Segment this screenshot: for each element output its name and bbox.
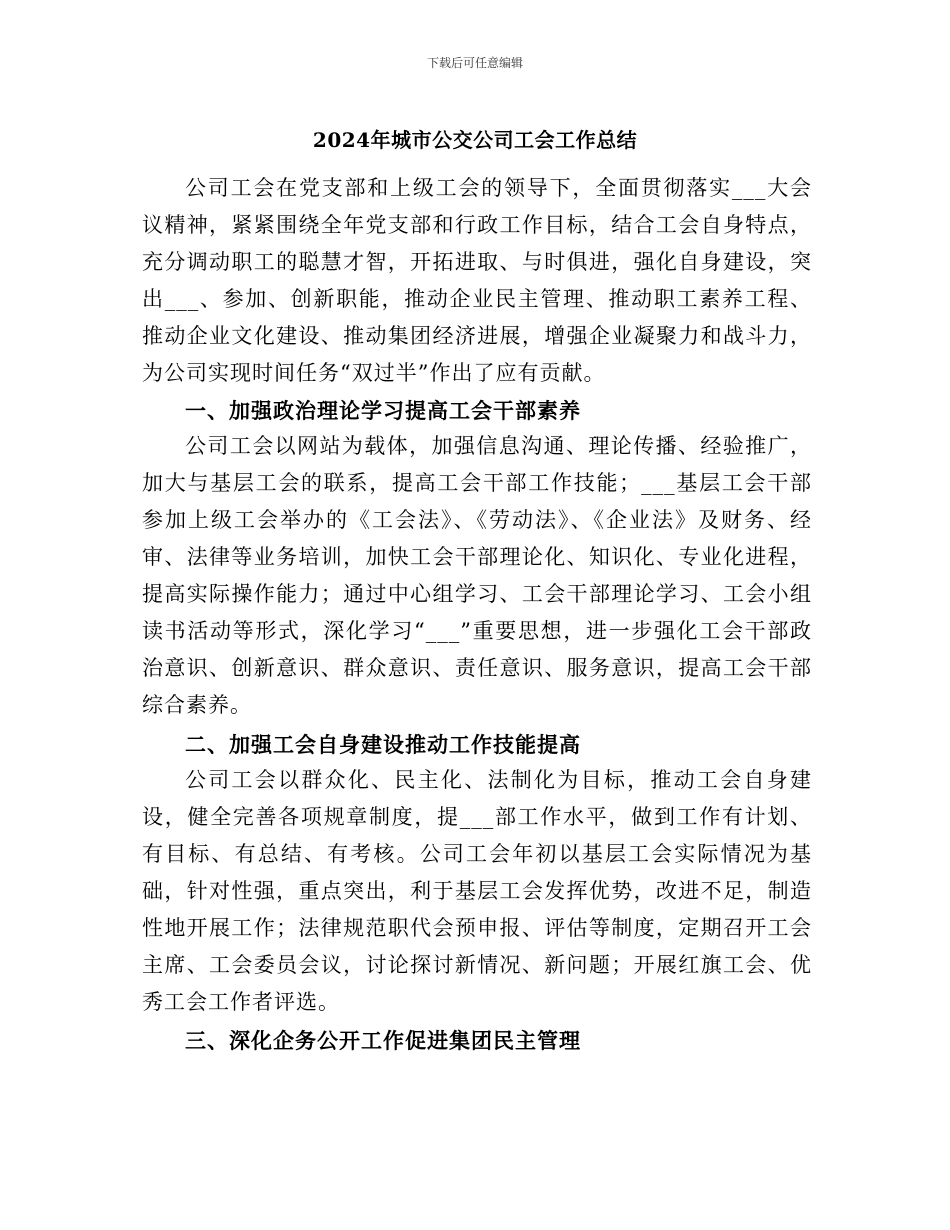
section-heading-3: 三、深化企务公开工作促进集团民主管理 — [185, 1028, 581, 1053]
section-paragraph-2: 公司工会以群众化、民主化、法制化为目标，推动工会自身建设，健全完善各项规章制度，提___部工作水平，做到工作有计划、有目标、有总结、有考核。公司工会年初以基层工会实际情况为基础，针对性强，重点突出，利于基层工会发挥优势，改进不足，制造性地开展工作；法律规范职代会预申报、评估等制度，定期召开工会主席、工会委员会议，讨论探讨新情况、新问题；开展红旗工会、优秀工会工作者评选。 — [142, 768, 812, 1014]
header-note: 下载后可任意编辑 — [426, 56, 523, 70]
section-heading-1: 一、加强政治理论学习提高工会干部素养 — [185, 398, 581, 423]
document-title: 2024年城市公交公司工会工作总结 — [312, 128, 638, 152]
section-paragraph-1: 公司工会以网站为载体，加强信息沟通、理论传播、经验推广，加大与基层工会的联系，提高工会干部工作技能；___基层工会干部参加上级工会举办的《工会法》、《劳动法》、《企业法》及财务、经审、法律等业务培训，加快工会干部理论化、知识化、专业化进程，提高实际操作能力；通过中心组学习、工会干部理论学习、工会小组读书活动等形式，深化学习“___”重要思想，进一步强化工会干部政治意识、创新意识、群众意识、责任意识、服务意识，提高工会干部综合素养。 — [142, 434, 812, 717]
intro-paragraph: 公司工会在党支部和上级工会的领导下，全面贯彻落实___大会议精神，紧紧围绕全年党支部和行政工作目标，结合工会自身特点，充分调动职工的聪慧才智，开拓进取、与时俱进，强化自身建设，突出___、参加、创新职能，推动企业民主管理、推动职工素养工程、推动企业文化建设、推动集团经济进展，增强企业凝聚力和战斗力，为公司实现时间任务“双过半”作出了应有贡献。 — [142, 176, 812, 385]
section-heading-2: 二、加强工会自身建设推动工作技能提高 — [185, 732, 581, 757]
